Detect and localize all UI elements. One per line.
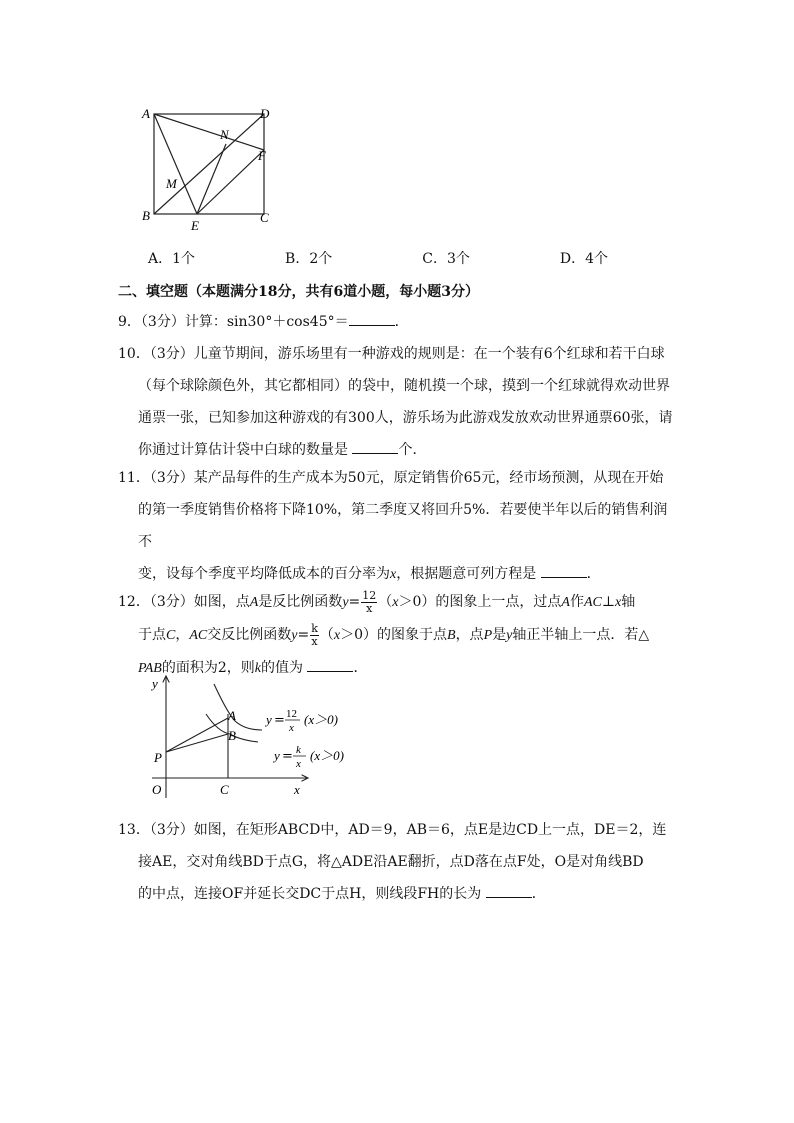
fraction-k-over-x: $\frac{k}{x}$: [311, 621, 318, 648]
label-D: D: [260, 106, 270, 121]
equation-2: [272, 744, 344, 770]
point-C-label: C: [220, 782, 229, 797]
label-F: F: [258, 148, 266, 163]
answer-blank: [541, 561, 587, 578]
svg-text:(x＞0): (x＞0): [310, 748, 344, 763]
label-A: A: [142, 106, 150, 121]
svg-text:12: 12: [286, 708, 297, 720]
label-M: M: [166, 176, 177, 191]
square-figure: [130, 100, 280, 235]
point-P-label: P: [154, 750, 162, 765]
axis-x-label: x: [294, 782, 300, 797]
svg-text:y: y: [266, 712, 272, 727]
label-N: N: [220, 127, 229, 142]
choice-c: C．3个: [422, 251, 470, 267]
point-A-label: A: [228, 708, 236, 723]
svg-text:=: =: [274, 713, 285, 728]
answer-blank: [486, 881, 532, 898]
svg-text:=: =: [282, 749, 293, 764]
answer-blank: [349, 309, 395, 326]
choice-b: B．2个: [285, 251, 333, 267]
choice-a: A．1个: [148, 251, 196, 267]
svg-text:y: y: [274, 748, 280, 763]
question-13: 13．（3分）如图，在矩形ABCD中，AD＝9，AB＝6，点E是边CD上一点，DE＝2，连 接AE，交对角线BD于点G，将△ADE沿AE翻折，点D落在点F处，O是对角线BD 的中点，连接OF并延长交DC于点H，则线段FH的长为 ．: [118, 822, 667, 902]
svg-text:(x＞0): (x＞0): [304, 712, 338, 727]
label-C: C: [260, 210, 269, 225]
question-9: 9．（3分）计算：sin30°＋cos45°＝ ．: [118, 306, 678, 338]
question-10: 10．（3分）儿童节期间，游乐场里有一种游戏的规则是：在一个装有6个红球和若干白球 （每个球除颜色外，其它都相同）的袋中，随机摸一个球，摸到一个红球就得欢动世界 通票一张，已知参加这种游戏的有300人，游乐场为此游戏发放欢动世界通票60张，请 你通过计算估计袋中白球的数量是 个．: [118, 346, 673, 458]
label-B: B: [142, 208, 150, 223]
section-title: 二、填空题（本题满分18分，共有6道小题，每小题3分）: [118, 284, 479, 300]
origin-label: O: [152, 782, 162, 797]
label-E: E: [191, 218, 199, 233]
axis-y-label: y: [152, 676, 158, 691]
question-12: 12．（3分）如图，点A是反比例函数y= $\frac{12}{x}$ （x＞0）的图象上一点，过点A作AC⊥x轴 于点C，AC交反比例函数y= $\frac{k}{x}$ （x＞0）的图象于点B，点P是y轴正半轴上一点．若△ PAB的面积为2，则k的值为 ．: [118, 588, 650, 676]
svg-text:k: k: [296, 744, 301, 756]
answer-choices: [148, 248, 608, 268]
svg-text:x: x: [289, 722, 294, 734]
svg-text:x: x: [296, 758, 301, 770]
inverse-function-figure: [140, 670, 380, 810]
equation-1: [264, 708, 338, 734]
fraction-12-over-x: $\frac{12}{x}$: [362, 588, 377, 615]
point-B-label: B: [228, 728, 236, 743]
question-11: 11．（3分）某产品每件的生产成本为50元，原定销售价65元，经市场预测，从现在开始 的第一季度销售价格将下降10%，第二季度又将回升5%．若要使半年以后的销售利润不 变，设每个季度平均降低成本的百分率为x，根据题意可列方程是 ．: [118, 470, 668, 582]
choice-d: D．4个: [559, 251, 608, 267]
answer-blank: [352, 437, 398, 454]
